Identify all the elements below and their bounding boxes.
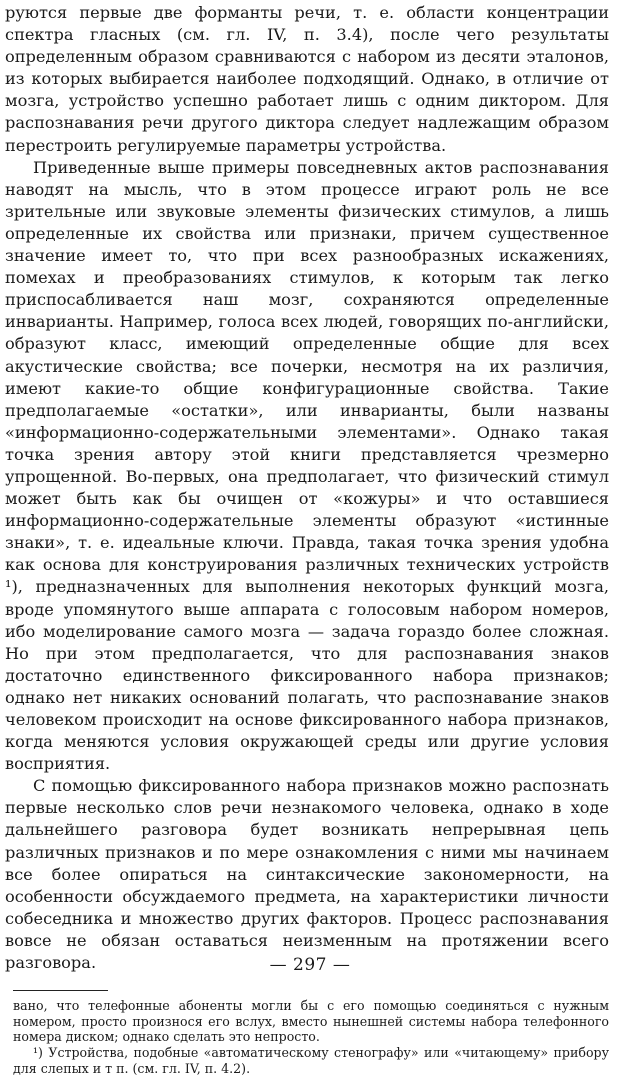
paragraph-continuation: руются первые две форманты речи, т. е. области концентрации спектра гласных (см. гл. IV, п. 3.4), после чего результаты определенным образом сравниваются с набором из десяти эталонов, из которых выбирается наиболее подходящий. Однако, в отличие от мозга, устройство успешно работает лишь с одним диктором. Для распознавания речи другого диктора следует надлежащим образом перестроить регулируемые параметры устройства. [5,3,609,155]
page-number: — 297 — [269,955,351,975]
footnote-continuation: вано, что телефонные абоненты могли бы с его помощью соединяться с нужным номером, просто произнося его вслух, вместо нынешней системы набора телефонного номера диском; однако сделать это непросто. [13,998,609,1045]
paragraph-recognition-examples: Приведенные выше примеры повседневных актов распознавания наводят на мысль, что в этом процессе играют роль не все зрительные или звуковые элементы физических стимулов, а лишь определенные их свойства или признаки, причем существенное значение имеет то, что при всех разнообразных искажениях, помехах и преобразованиях стимулов, к которым так легко приспосабливается наш мозг, сохраняются определенные инварианты. Например, голоса всех людей, говорящих по-английски, образуют класс, имеющий определенные общие для всех акустические свойства; все почерки, несмотря на их различия, имеют какие-то общие конфигурационные свойства. Такие предполагаемые «остатки», или инварианты, были названы «информационно-содержательными элементами». Однако такая точка зрения автору этой книги представляется чрезмерно упрощенной. Во-первых, она предполагает, что физический стимул может быть как бы очищен от «кожуры» и что оставшиеся информационно-содержательные элементы образуют «истинные знаки», т. е. идеальные ключи. Правда, такая точка зрения удобна как основа для конструирования различных технических устройств ¹), предназначенных для выполнения некоторых функций мозга, вроде упомянутого выше аппарата с голосовым набором номеров, ибо моделирование самого мозга — задача гораздо более сложная. Но при этом предполагается, что для распознавания знаков достаточно единственного фиксированного набора признаков; однако нет никаких оснований полагать, что распознавание знаков человеком происходит на основе фиксированного набора признаков, когда меняются условия окружающей среды или другие условия восприятия. [5,157,609,774]
footnote-1: ¹) Устройства, подобные «автоматическому стенографу» или «читающему» прибору для слепых и т п. (см. гл. IV, п. 4.2). [13,1044,609,1076]
paragraph-fixed-feature-set: С помощью фиксированного набора признаков можно распознать первые несколько слов речи незнакомого человека, однако в ходе дальнейшего разговора будет возникать непрерывная цепь различных признаков и по мере ознакомления с ними мы начинаем все более опираться на синтаксические закономерности, на особенности обсуждаемого предмета, на характеристики личности собеседника и множество других факторов. Процесс распознавания вовсе не обязан оставаться неизменным на протяжении всего разговора. [5,776,609,973]
footnote-divider [13,990,108,991]
